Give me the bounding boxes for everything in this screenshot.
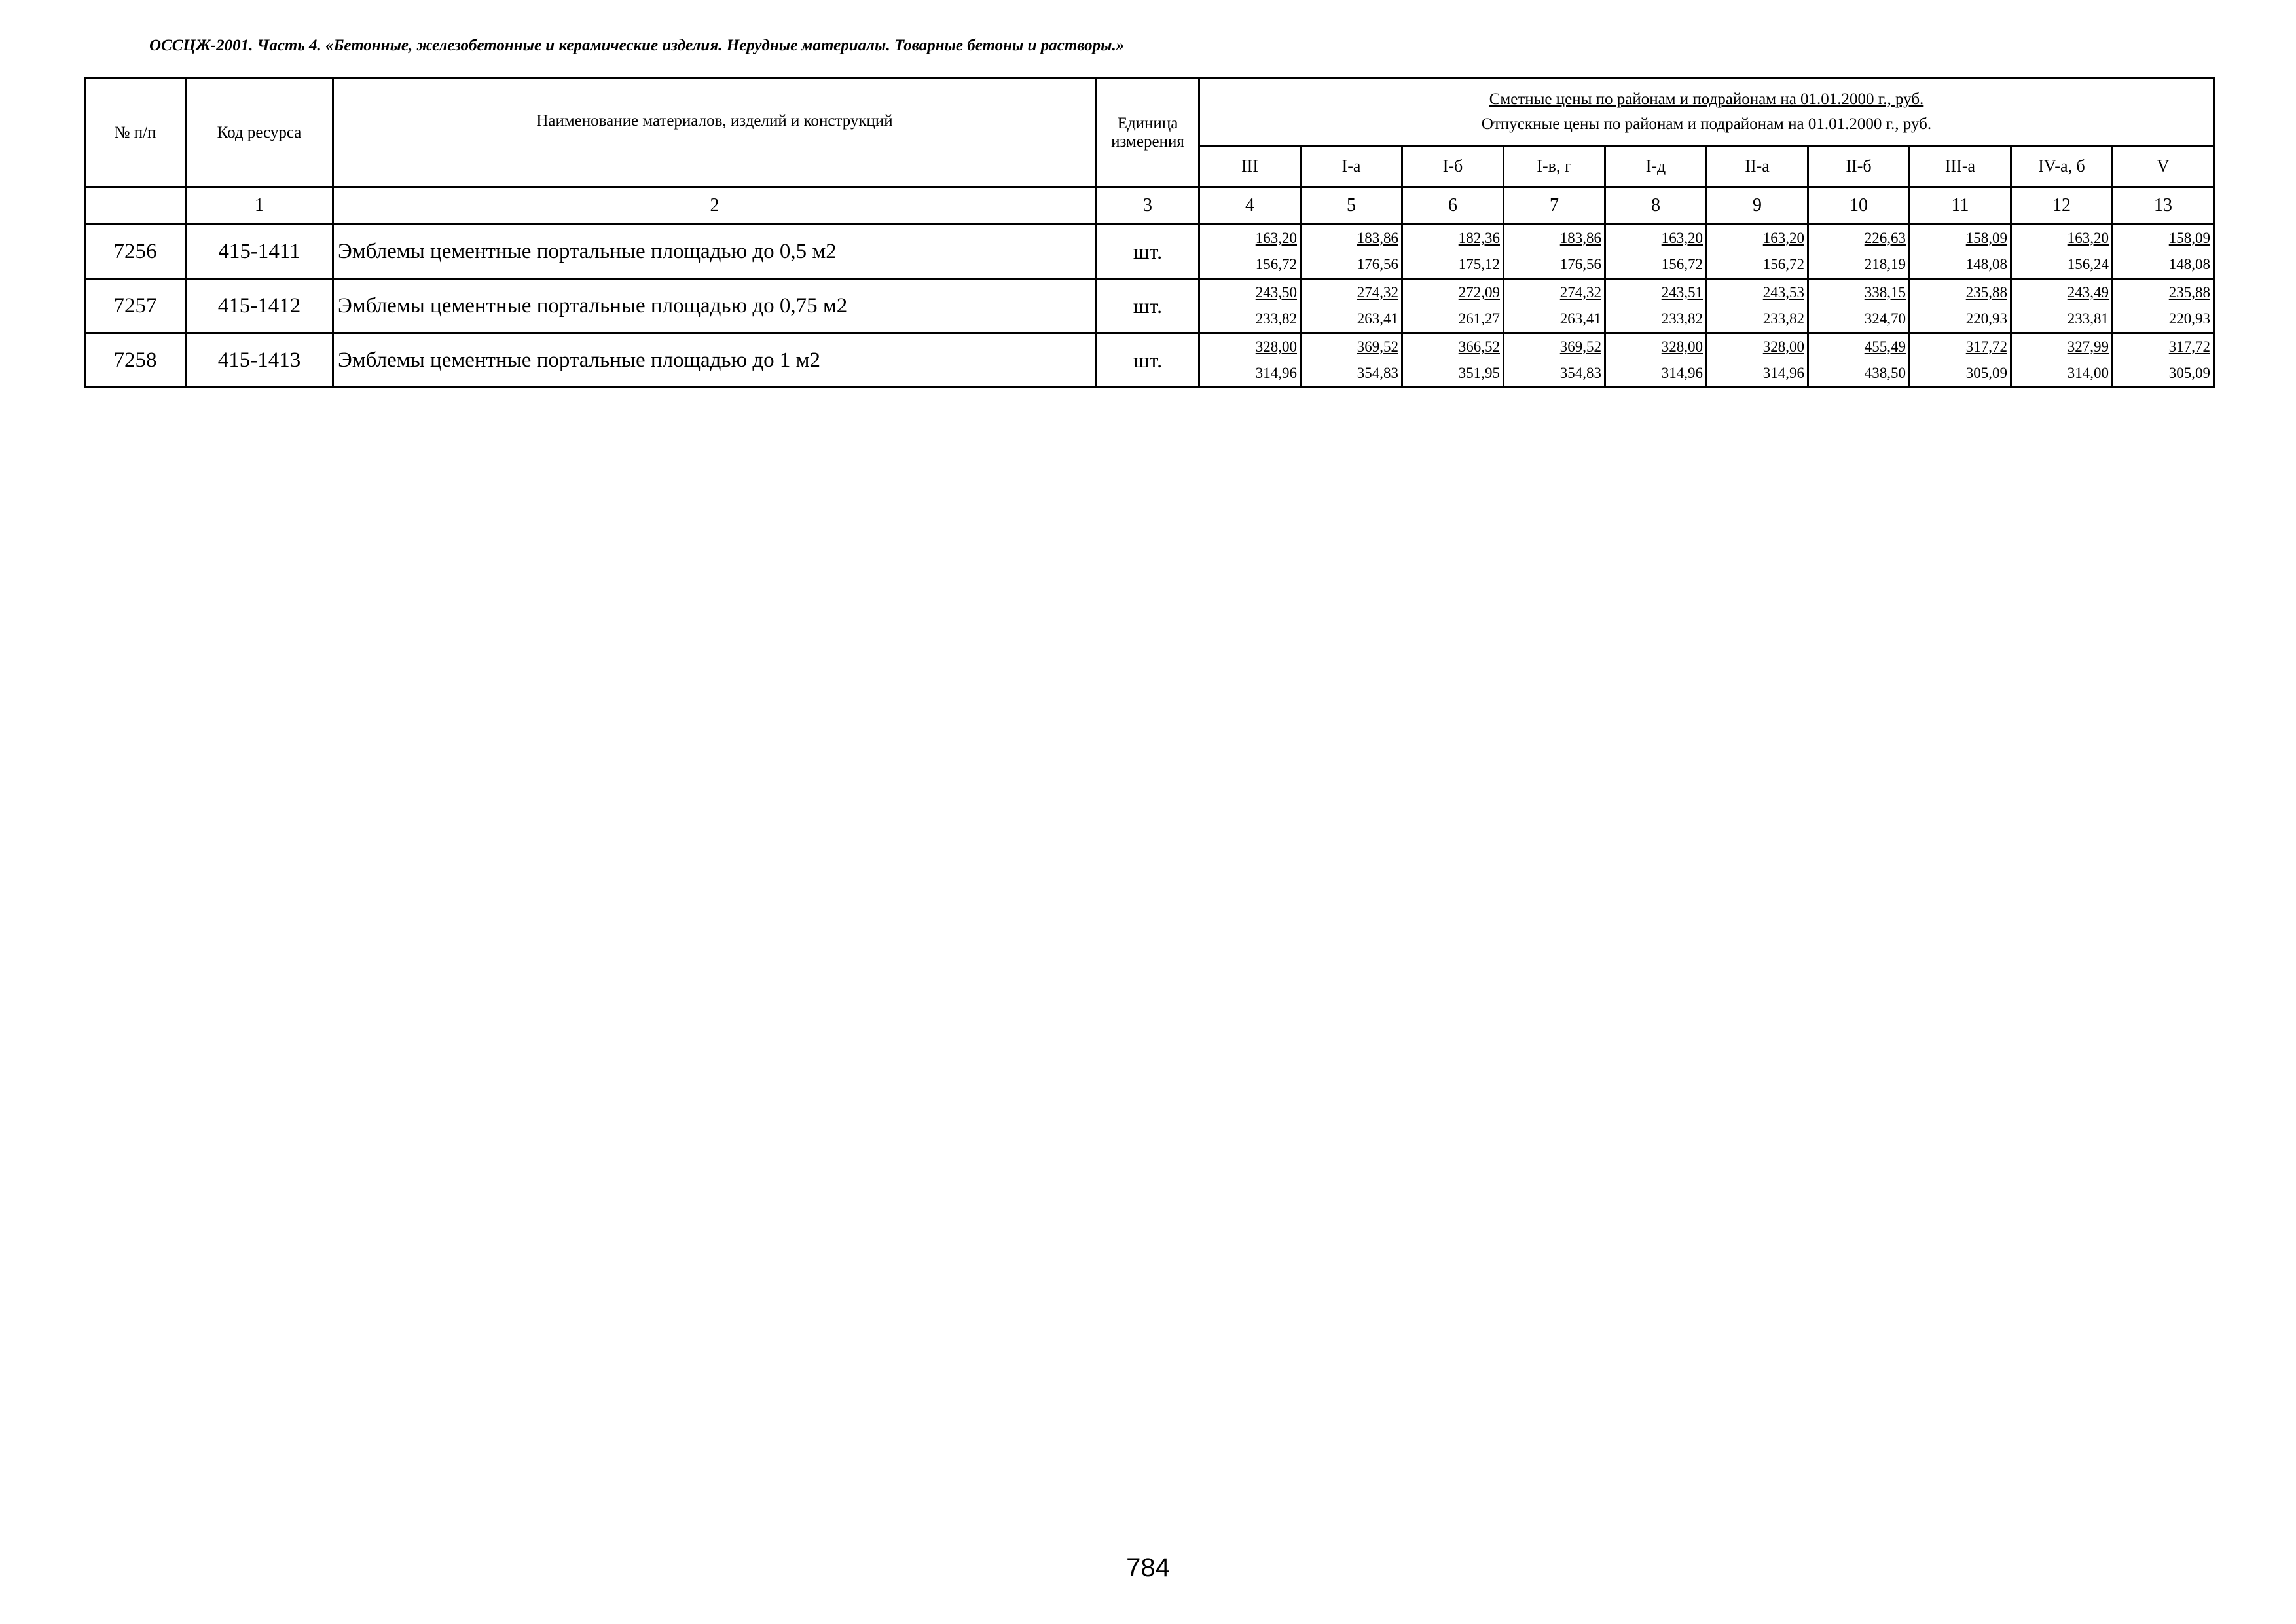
estimate-price: 183,86	[1559, 230, 1601, 246]
column-number	[85, 187, 186, 225]
unit-of-measure: шт.	[1097, 333, 1199, 388]
release-price: 261,27	[1458, 310, 1500, 327]
price-cell	[1402, 225, 1504, 279]
release-price: 148,08	[1965, 256, 2007, 272]
estimate-price: 327,99	[2067, 339, 2109, 355]
release-price: 156,72	[1762, 256, 1804, 272]
release-price: 156,24	[2067, 256, 2109, 272]
resource-code: 415-1411	[186, 225, 333, 279]
header-prices-release: Отпускные цены по районам и подрайонам на 01.01.2000 г., руб.	[1481, 115, 1932, 133]
price-cell	[1605, 279, 1707, 333]
resource-code: 415-1412	[186, 279, 333, 333]
header-name: Наименование материалов, изделий и конструкций	[333, 79, 1097, 187]
estimate-price: 183,86	[1357, 230, 1398, 246]
estimate-price: 158,09	[2168, 230, 2211, 246]
column-number: 10	[1808, 187, 1910, 225]
price-cell	[1504, 225, 1605, 279]
estimate-price: 163,20	[1661, 230, 1703, 246]
estimate-price: 163,20	[2067, 230, 2109, 246]
column-number: 7	[1504, 187, 1605, 225]
estimate-price: 163,20	[1762, 230, 1804, 246]
price-cell	[2113, 225, 2214, 279]
header-district: V	[2113, 146, 2214, 187]
column-number: 9	[1707, 187, 1808, 225]
header-district: I-б	[1402, 146, 1504, 187]
price-cell	[1199, 333, 1301, 388]
column-number: 3	[1097, 187, 1199, 225]
row-number: 7257	[85, 279, 186, 333]
material-name: Эмблемы цементные портальные площадью до 0,75 м2	[333, 279, 1097, 333]
price-cell	[1402, 333, 1504, 388]
release-price: 176,56	[1357, 256, 1398, 272]
release-price: 220,93	[1965, 310, 2007, 327]
estimate-price: 243,51	[1661, 284, 1703, 301]
release-price: 438,50	[1864, 365, 1906, 381]
price-cell	[1808, 333, 1910, 388]
estimate-price: 182,36	[1458, 230, 1500, 246]
material-name: Эмблемы цементные портальные площадью до 1 м2	[333, 333, 1097, 388]
header-district: III	[1199, 146, 1301, 187]
unit-of-measure: шт.	[1097, 279, 1199, 333]
estimate-price: 338,15	[1864, 284, 1906, 301]
price-cell	[2011, 333, 2113, 388]
estimate-price: 317,72	[1965, 339, 2007, 355]
release-price: 305,09	[2168, 365, 2211, 381]
column-number: 11	[1910, 187, 2011, 225]
release-price: 175,12	[1458, 256, 1500, 272]
price-cell	[1605, 333, 1707, 388]
price-cell	[1301, 225, 1402, 279]
resource-code: 415-1413	[186, 333, 333, 388]
header-district: II-б	[1808, 146, 1910, 187]
release-price: 354,83	[1559, 365, 1601, 381]
estimate-price: 366,52	[1458, 339, 1500, 355]
release-price: 324,70	[1864, 310, 1906, 327]
row-number: 7256	[85, 225, 186, 279]
header-unit: Единица измерения	[1097, 79, 1199, 187]
estimate-price: 317,72	[2168, 339, 2211, 355]
price-cell	[2113, 333, 2214, 388]
release-price: 218,19	[1864, 256, 1906, 272]
release-price: 305,09	[1965, 365, 2007, 381]
estimate-price: 369,52	[1559, 339, 1601, 355]
estimate-price: 369,52	[1357, 339, 1398, 355]
column-number: 1	[186, 187, 333, 225]
column-number: 5	[1301, 187, 1402, 225]
estimate-price: 235,88	[2168, 284, 2211, 301]
release-price: 314,96	[1661, 365, 1703, 381]
estimate-price: 163,20	[1255, 230, 1297, 246]
release-price: 263,41	[1559, 310, 1601, 327]
header-row-no: № п/п	[85, 79, 186, 187]
release-price: 156,72	[1255, 256, 1297, 272]
release-price: 233,81	[2067, 310, 2109, 327]
estimate-price: 158,09	[1965, 230, 2007, 246]
header-district: IV-а, б	[2011, 146, 2113, 187]
column-number: 13	[2113, 187, 2214, 225]
header-prices	[1199, 79, 2214, 146]
header-prices-estimate: Сметные цены по районам и подрайонам на 01.01.2000 г., руб.	[1489, 90, 1924, 108]
column-number: 6	[1402, 187, 1504, 225]
column-number: 2	[333, 187, 1097, 225]
header-district: III-а	[1910, 146, 2011, 187]
release-price: 351,95	[1458, 365, 1500, 381]
table-row	[85, 225, 2214, 279]
release-price: 176,56	[1559, 256, 1601, 272]
header-district: II-а	[1707, 146, 1808, 187]
estimate-price: 243,50	[1255, 284, 1297, 301]
price-cell	[1199, 225, 1301, 279]
price-cell	[1504, 333, 1605, 388]
price-cell	[1301, 279, 1402, 333]
estimate-price: 235,88	[1965, 284, 2007, 301]
price-cell	[1199, 279, 1301, 333]
material-name: Эмблемы цементные портальные площадью до 0,5 м2	[333, 225, 1097, 279]
estimate-price: 243,53	[1762, 284, 1804, 301]
estimate-price: 243,49	[2067, 284, 2109, 301]
header-district: I-а	[1301, 146, 1402, 187]
price-cell	[1402, 279, 1504, 333]
release-price: 233,82	[1762, 310, 1804, 327]
release-price: 220,93	[2168, 310, 2211, 327]
table-row	[85, 333, 2214, 388]
price-cell	[1910, 225, 2011, 279]
unit-of-measure: шт.	[1097, 225, 1199, 279]
release-price: 314,96	[1255, 365, 1297, 381]
price-cell	[1605, 225, 1707, 279]
estimate-price: 328,00	[1762, 339, 1804, 355]
release-price: 156,72	[1661, 256, 1703, 272]
release-price: 148,08	[2168, 256, 2211, 272]
document-header: ОССЦЖ-2001. Часть 4. «Бетонные, железобетонные и керамические изделия. Нерудные материалы. Товарные бетоны и растворы.»	[149, 37, 1125, 54]
price-cell	[2011, 279, 2113, 333]
header-code: Код ресурса	[186, 79, 333, 187]
release-price: 233,82	[1661, 310, 1703, 327]
column-number: 4	[1199, 187, 1301, 225]
estimate-price: 274,32	[1559, 284, 1601, 301]
estimate-price: 226,63	[1864, 230, 1906, 246]
column-number: 8	[1605, 187, 1707, 225]
header-district: I-д	[1605, 146, 1707, 187]
price-cell	[1808, 279, 1910, 333]
header-district: I-в, г	[1504, 146, 1605, 187]
estimate-price: 274,32	[1357, 284, 1398, 301]
row-number: 7258	[85, 333, 186, 388]
page-number: 784	[1126, 1553, 1170, 1582]
price-cell	[1808, 225, 1910, 279]
price-cell	[2113, 279, 2214, 333]
price-cell	[1707, 279, 1808, 333]
price-cell	[1707, 225, 1808, 279]
release-price: 263,41	[1357, 310, 1398, 327]
column-number: 12	[2011, 187, 2113, 225]
table-row	[85, 279, 2214, 333]
price-cell	[2011, 225, 2113, 279]
price-cell	[1910, 333, 2011, 388]
release-price: 314,00	[2067, 365, 2109, 381]
price-cell	[1707, 333, 1808, 388]
price-cell	[1301, 333, 1402, 388]
estimate-price: 455,49	[1864, 339, 1906, 355]
price-table	[84, 77, 2215, 388]
estimate-price: 328,00	[1255, 339, 1297, 355]
estimate-price: 328,00	[1661, 339, 1703, 355]
price-cell	[1504, 279, 1605, 333]
price-cell	[1910, 279, 2011, 333]
release-price: 233,82	[1255, 310, 1297, 327]
release-price: 354,83	[1357, 365, 1398, 381]
release-price: 314,96	[1762, 365, 1804, 381]
estimate-price: 272,09	[1458, 284, 1500, 301]
